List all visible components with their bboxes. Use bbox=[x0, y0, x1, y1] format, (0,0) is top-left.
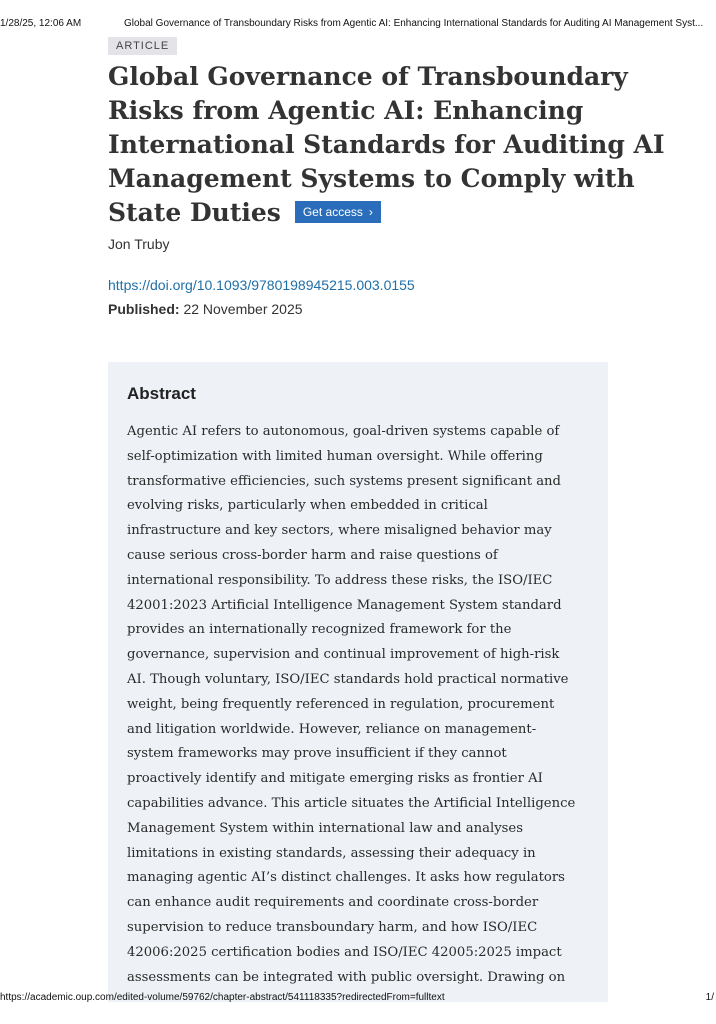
published-label: Published: bbox=[108, 301, 180, 317]
abstract-line: limitations in existing standards, assessing their adequacy in bbox=[127, 845, 536, 861]
abstract-line: transformative efficiencies, such systems present significant and bbox=[127, 473, 561, 489]
abstract-line: evolving risks, particularly when embedded in critical bbox=[127, 498, 488, 514]
abstract-line: governance, supervision and continual improvement of high-risk bbox=[127, 647, 560, 663]
title-line: State Duties bbox=[108, 198, 281, 227]
get-access-label: Get access bbox=[302, 204, 363, 219]
abstract-line: 42006:2025 certification bodies and ISO/IEC 42005:2025 impact bbox=[127, 944, 562, 960]
abstract-line: capabilities advance. This article situates the Artificial Intelligence bbox=[127, 795, 576, 811]
print-url: https://academic.oup.com/edited-volume/59762/chapter-abstract/541118335?redirectedFrom=fulltext bbox=[0, 992, 445, 1003]
abstract-body bbox=[127, 420, 597, 990]
abstract-line: AI. Though voluntary, ISO/IEC standards hold practical normative bbox=[127, 671, 569, 687]
abstract-line: system frameworks may prove insufficient if they cannot bbox=[127, 746, 507, 762]
abstract-line: assessments can be integrated with public oversight. Drawing on bbox=[127, 969, 566, 985]
abstract-line: self-optimization with limited human oversight. While offering bbox=[127, 448, 543, 464]
title-line: Risks from Agentic AI: Enhancing bbox=[108, 96, 584, 125]
abstract-section bbox=[108, 362, 608, 1002]
abstract-line: supervision to reduce transboundary harm, and how ISO/IEC bbox=[127, 919, 538, 935]
abstract-line: Agentic AI refers to autonomous, goal-driven systems capable of bbox=[127, 424, 560, 439]
article-type-badge: ARTICLE bbox=[108, 37, 177, 55]
article-title bbox=[108, 60, 668, 230]
print-footer bbox=[0, 992, 716, 1008]
doi-link[interactable]: https://doi.org/10.1093/9780198945215.003.0155 bbox=[108, 277, 415, 293]
abstract-line: proactively identify and mitigate emerging risks as frontier AI bbox=[127, 771, 543, 787]
print-page-number: 1/ bbox=[705, 992, 714, 1003]
abstract-heading: Abstract bbox=[127, 384, 196, 403]
abstract-line: Management System within international law and analyses bbox=[127, 820, 523, 836]
get-access-button[interactable] bbox=[295, 201, 381, 223]
abstract-line: international responsibility. To address these risks, the ISO/IEC bbox=[127, 572, 553, 588]
abstract-line: infrastructure and key sectors, where misaligned behavior may bbox=[127, 523, 552, 539]
abstract-line: can enhance audit requirements and coordinate cross-border bbox=[127, 895, 539, 911]
abstract-line: weight, being frequently referenced in regulation, procurement bbox=[127, 696, 555, 712]
published-value: 22 November 2025 bbox=[183, 301, 303, 317]
author-link[interactable]: Jon Truby bbox=[108, 236, 170, 252]
print-document-title: Global Governance of Transboundary Risks from Agentic AI: Enhancing International Standards for Auditing AI Management Syst... bbox=[124, 18, 704, 29]
chevron-right-icon: › bbox=[368, 204, 373, 219]
abstract-line: provides an internationally recognized framework for the bbox=[127, 622, 512, 638]
print-header bbox=[0, 18, 716, 34]
title-line: Global Governance of Transboundary bbox=[108, 62, 628, 91]
title-line: Management Systems to Comply with bbox=[108, 164, 635, 193]
abstract-line: 42001:2023 Artificial Intelligence Management System standard bbox=[127, 597, 562, 613]
abstract-line: and litigation worldwide. However, reliance on management- bbox=[127, 721, 537, 737]
title-line: International Standards for Auditing AI bbox=[108, 130, 665, 159]
published-date bbox=[108, 301, 303, 317]
abstract-line: cause serious cross-border harm and raise questions of bbox=[127, 547, 498, 563]
print-date: 1/28/25, 12:06 AM bbox=[0, 18, 82, 29]
abstract-line: managing agentic AI’s distinct challenges. It asks how regulators bbox=[127, 870, 565, 886]
